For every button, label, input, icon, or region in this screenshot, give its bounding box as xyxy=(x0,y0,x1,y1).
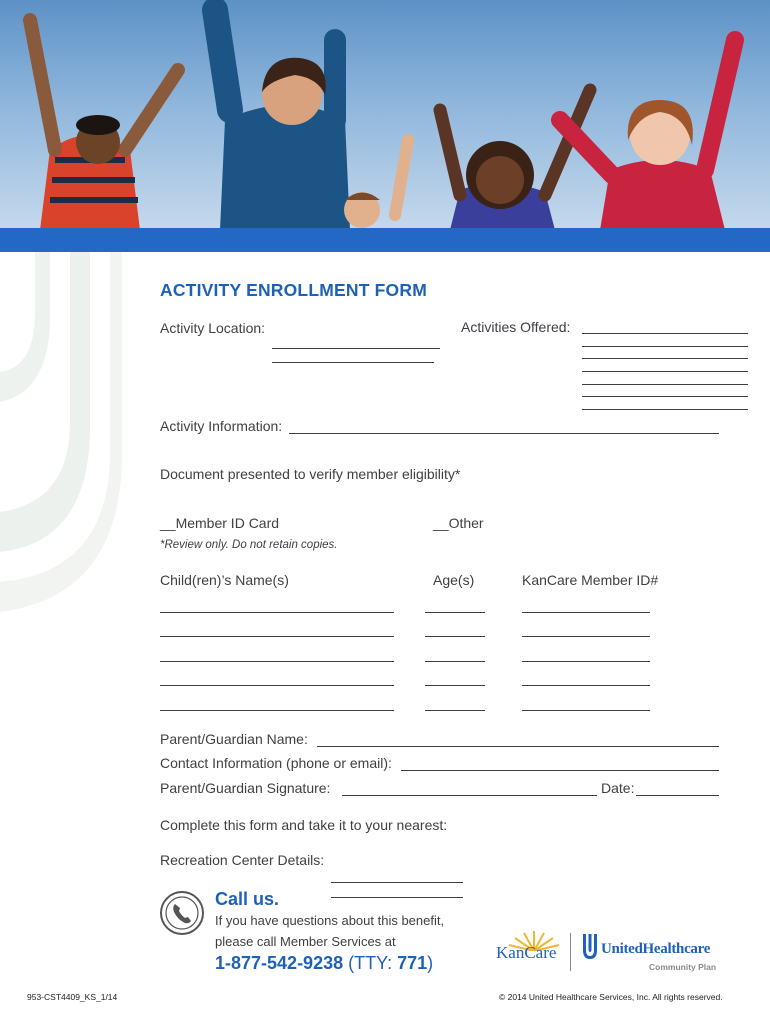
child-member-id-field[interactable] xyxy=(522,685,650,686)
call-us-heading: Call us. xyxy=(215,889,280,909)
child-figure xyxy=(440,90,590,230)
recreation-center-label: Recreation Center Details: xyxy=(160,852,325,868)
activity-information-field[interactable] xyxy=(289,433,719,434)
activities-offered-field[interactable] xyxy=(582,396,748,397)
date-label: Date: xyxy=(601,780,635,796)
form-title: ACTIVITY ENROLLMENT FORM xyxy=(160,280,427,300)
tty-prefix: (TTY: xyxy=(343,953,398,973)
child-age-field[interactable] xyxy=(425,685,485,686)
signature-label: Parent/Guardian Signature: xyxy=(160,780,331,796)
call-us-text-line2: please call Member Services at xyxy=(215,934,396,949)
column-header-member-id: KanCare Member ID# xyxy=(522,572,659,588)
column-header-ages: Age(s) xyxy=(433,572,475,588)
child-name-field[interactable] xyxy=(160,685,394,686)
tty-suffix: ) xyxy=(427,953,434,973)
child-figure xyxy=(30,20,178,230)
form-code: 953-CST4409_KS_1/14 xyxy=(27,992,118,1002)
other-option[interactable]: __Other xyxy=(433,515,484,531)
children-jumping-illustration xyxy=(0,0,770,230)
child-member-id-field[interactable] xyxy=(522,661,650,662)
copyright-notice: © 2014 United Healthcare Services, Inc. All rights reserved. xyxy=(499,992,723,1002)
child-name-field[interactable] xyxy=(160,612,394,613)
column-header-names: Child(ren)’s Name(s) xyxy=(160,572,289,588)
contact-field[interactable] xyxy=(401,770,719,771)
logo-divider xyxy=(570,933,571,971)
parent-name-label: Parent/Guardian Name: xyxy=(160,731,308,747)
decorative-stripes xyxy=(0,252,150,622)
child-age-field[interactable] xyxy=(425,636,485,637)
review-note: *Review only. Do not retain copies. xyxy=(160,539,338,551)
child-name-field[interactable] xyxy=(160,710,394,711)
complete-instruction: Complete this form and take it to your nearest: xyxy=(160,817,448,833)
date-field[interactable] xyxy=(636,795,719,796)
child-figure xyxy=(344,140,408,228)
uhc-u-icon xyxy=(582,934,598,960)
activities-offered-field[interactable] xyxy=(582,333,748,334)
child-name-field[interactable] xyxy=(160,636,394,637)
hero-blue-band xyxy=(0,228,770,252)
uhc-wordmark: UnitedHealthcare xyxy=(601,941,711,957)
child-age-field[interactable] xyxy=(425,612,485,613)
activities-offered-field[interactable] xyxy=(582,371,748,372)
child-age-field[interactable] xyxy=(425,710,485,711)
activities-offered-field[interactable] xyxy=(582,409,748,410)
hero-photo xyxy=(0,0,770,230)
child-member-id-field[interactable] xyxy=(522,612,650,613)
contact-label: Contact Information (phone or email): xyxy=(160,755,392,771)
member-id-card-option[interactable]: __Member ID Card xyxy=(160,515,280,531)
tty-number[interactable]: 771 xyxy=(397,953,428,973)
phone-number-line[interactable] xyxy=(215,953,433,974)
parent-name-field[interactable] xyxy=(317,746,719,747)
child-figure xyxy=(215,10,350,230)
kancare-logo xyxy=(494,929,562,969)
activities-offered-field[interactable] xyxy=(582,346,748,347)
document-label: Document presented to verify member eligibility* xyxy=(160,466,461,482)
recreation-center-field[interactable] xyxy=(331,882,463,883)
phone-number[interactable]: 1-877-542-9238 xyxy=(215,953,344,973)
child-figure xyxy=(560,40,735,230)
activities-offered-field[interactable] xyxy=(582,358,748,359)
activities-offered-field[interactable] xyxy=(582,384,748,385)
child-age-field[interactable] xyxy=(425,661,485,662)
activity-location-label: Activity Location: xyxy=(160,320,266,336)
uhc-subtitle: Community Plan xyxy=(649,962,717,972)
child-member-id-field[interactable] xyxy=(522,710,650,711)
child-name-field[interactable] xyxy=(160,661,394,662)
recreation-center-field[interactable] xyxy=(331,897,463,898)
activity-location-field[interactable] xyxy=(272,348,440,349)
phone-icon xyxy=(159,890,205,936)
child-member-id-field[interactable] xyxy=(522,636,650,637)
activities-offered-label: Activities Offered: xyxy=(461,319,571,335)
activity-information-label: Activity Information: xyxy=(160,418,283,434)
kancare-wordmark: KanCare xyxy=(496,943,557,962)
signature-field[interactable] xyxy=(342,795,597,796)
call-us-text-line1: If you have questions about this benefit, xyxy=(215,913,445,928)
activity-location-field[interactable] xyxy=(272,362,434,363)
